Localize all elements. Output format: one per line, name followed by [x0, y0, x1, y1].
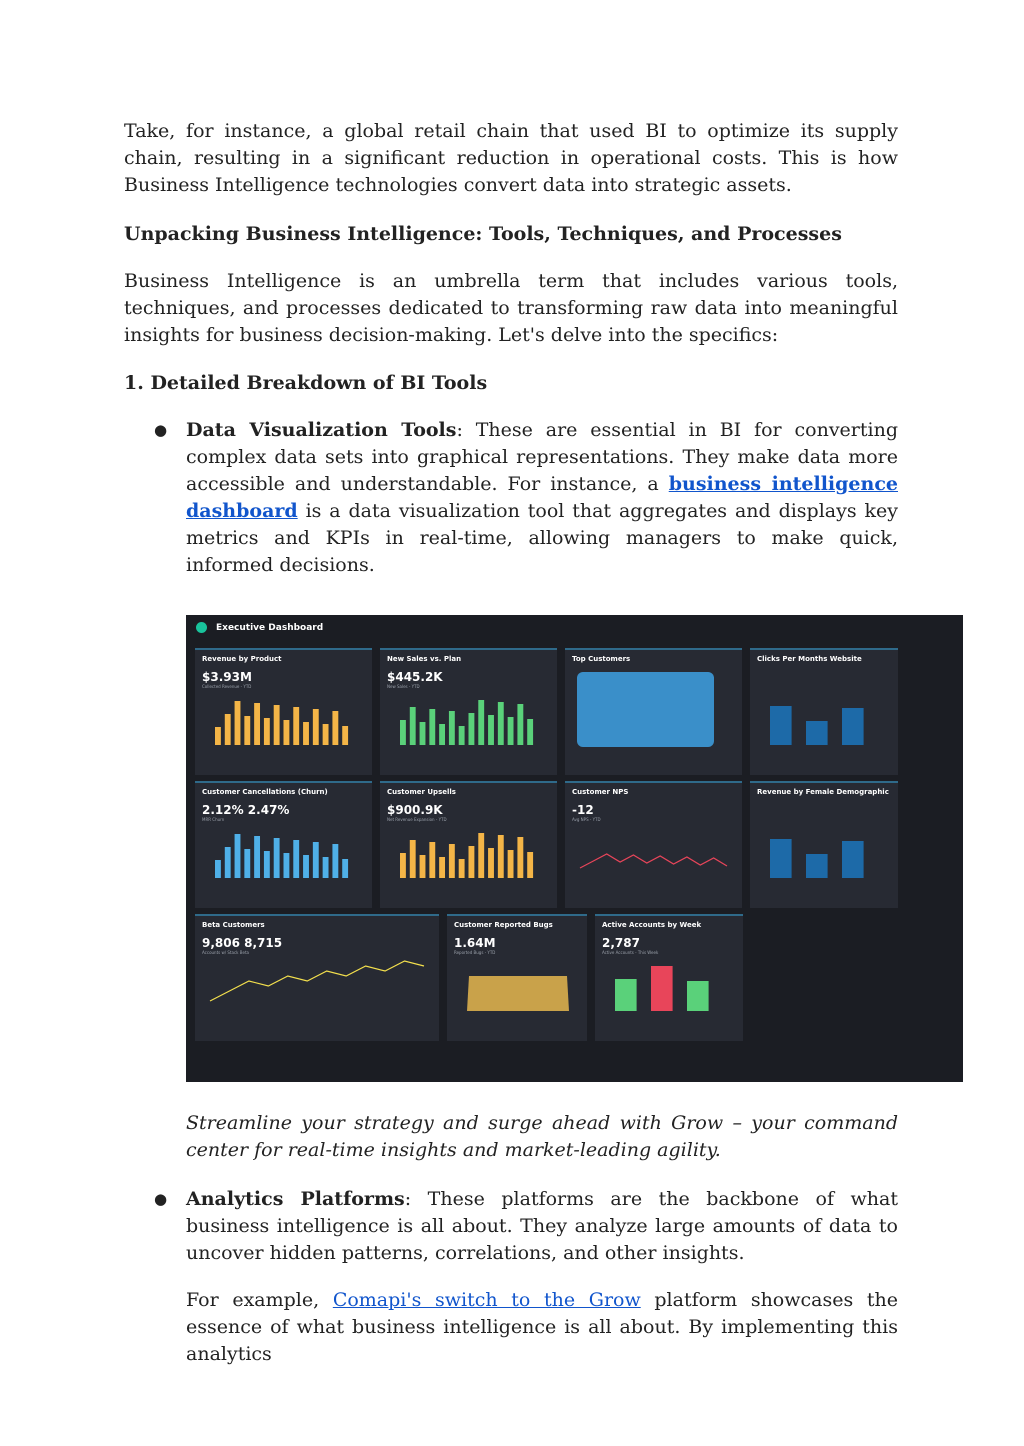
- bar-mark: [439, 857, 445, 878]
- dashboard-tile: [195, 648, 372, 775]
- tile-chart-graphic: [565, 783, 742, 908]
- tile-value: -12: [572, 803, 594, 817]
- bar-mark: [410, 707, 416, 745]
- bar-mark: [498, 835, 504, 878]
- tile-chart-graphic: [380, 783, 557, 908]
- tile-title: Customer Cancellations (Churn): [202, 788, 328, 796]
- bar-mark: [469, 713, 475, 745]
- bar-mark: [410, 840, 416, 878]
- bar-mark: [264, 718, 270, 745]
- bar-mark: [459, 726, 465, 745]
- tile-value: 2,787: [602, 936, 640, 950]
- bullet-term: Analytics Platforms: [186, 1188, 405, 1210]
- bar-mark: [517, 704, 523, 745]
- section-paragraph: Business Intelligence is an umbrella term that includes various tools, techniques, and processes dedicated to transforming raw data into meaningful insights for business decision-making. Let's delve into the specifics:: [124, 270, 898, 346]
- tile-title: Customer Reported Bugs: [454, 921, 553, 929]
- bar-mark: [303, 722, 309, 745]
- dashboard-title: Executive Dashboard: [216, 623, 324, 633]
- dashboard-tile: [447, 914, 587, 1041]
- tile-subtitle: Reported Bugs - YTD: [454, 950, 496, 955]
- tile-chart-graphic: [750, 650, 898, 775]
- bullet-item-analytics-platforms: [124, 1186, 898, 1267]
- bar-mark: [274, 838, 280, 878]
- bar-mark: [244, 849, 250, 878]
- bar-mark: [488, 715, 494, 745]
- bullet-icon: ●: [154, 421, 168, 439]
- bar-mark: [215, 727, 221, 745]
- tile-chart-graphic: [447, 916, 587, 1041]
- bar-mark: [225, 714, 231, 745]
- bar-mark: [235, 701, 241, 745]
- bar-mark: [687, 981, 709, 1011]
- dashboard-tile: [195, 914, 439, 1041]
- bar-mark: [420, 722, 426, 745]
- dashboard-tile: [565, 781, 742, 908]
- bar-mark: [420, 855, 426, 878]
- bar-mark: [342, 859, 348, 878]
- tile-chart-graphic: [750, 783, 898, 908]
- tile-title: Clicks Per Months Website: [757, 655, 862, 663]
- bullet-term: Data Visualization Tools: [186, 419, 457, 441]
- bar-mark: [342, 726, 348, 745]
- line-series: [210, 961, 424, 1001]
- bar-mark: [244, 716, 250, 745]
- bullet-text: : These are essential in BI for converting complex data sets into graphical representations. They make data more accessible and understandable. For instance, a: [186, 419, 898, 495]
- bar-mark: [400, 720, 406, 745]
- bar-mark: [770, 839, 792, 878]
- tile-subtitle: MRR Churn: [202, 817, 225, 822]
- bar-mark: [806, 721, 828, 745]
- bar-mark: [508, 717, 514, 745]
- tile-value: $3.93M: [202, 670, 252, 684]
- tile-subtitle: Accounts w/ Stack Beta: [202, 950, 249, 955]
- tile-value: 1.64M: [454, 936, 496, 950]
- section-heading: Unpacking Business Intelligence: Tools, Techniques, and Processes: [124, 223, 842, 245]
- bar-mark: [508, 850, 514, 878]
- bullet-text: : These platforms are the backbone of what business intelligence is all about. They analyze large amounts of data to uncover hidden patterns, correlations, and other insights.: [186, 1188, 899, 1264]
- example-text-end: platform showcases the essence of what business intelligence is all about. By implementing this analytics: [186, 1289, 898, 1365]
- bar-mark: [651, 966, 673, 1011]
- dashboard-image: [186, 615, 963, 1082]
- bar-mark: [225, 847, 231, 878]
- bullet-list-2: [124, 1186, 898, 1267]
- bar-mark: [449, 711, 455, 745]
- tile-subtitle: Collected Revenue - YTD: [202, 684, 252, 689]
- tile-title: Revenue by Product: [202, 655, 282, 663]
- bar-mark: [332, 844, 338, 878]
- image-caption: Streamline your strategy and surge ahead with Grow – your command center for real-time insights and market-leading agility.: [186, 1112, 898, 1161]
- map-shape: [577, 672, 714, 747]
- bar-mark: [254, 703, 260, 745]
- bar-mark: [235, 834, 241, 878]
- bullet-item-data-visualization: [124, 417, 898, 579]
- bar-mark: [459, 859, 465, 878]
- bar-mark: [842, 841, 864, 878]
- tile-value: $445.2K: [387, 670, 443, 684]
- tile-value: $900.9K: [387, 803, 443, 817]
- bar-mark: [254, 836, 260, 878]
- dashboard-tile: [750, 648, 898, 775]
- tile-subtitle: Active Accounts - This Week: [602, 950, 659, 955]
- dashboard-tile: [195, 781, 372, 908]
- tile-title: Customer NPS: [572, 788, 629, 796]
- bar-mark: [478, 833, 484, 878]
- bar-mark: [284, 853, 290, 878]
- bar-mark: [527, 852, 533, 878]
- bar-mark: [400, 853, 406, 878]
- bar-mark: [488, 848, 494, 878]
- bar-mark: [293, 707, 299, 745]
- bar-mark: [293, 840, 299, 878]
- bullet-paragraph: [186, 417, 898, 579]
- dashboard-tile: [380, 781, 557, 908]
- bar-mark: [478, 700, 484, 745]
- bar-mark: [527, 719, 533, 745]
- bar-mark: [449, 844, 455, 878]
- tile-value: 2.12% 2.47%: [202, 803, 290, 817]
- dashboard-tile: [380, 648, 557, 775]
- bullet-paragraph: [186, 1186, 898, 1267]
- comapi-link[interactable]: Comapi's switch to the Grow: [332, 1289, 641, 1311]
- dashboard-tile: [565, 648, 742, 775]
- bar-mark: [284, 720, 290, 745]
- tile-title: Customer Upsells: [387, 788, 456, 796]
- bar-mark: [469, 846, 475, 878]
- bullet-list: [124, 417, 898, 579]
- bar-mark: [323, 724, 329, 745]
- bar-mark: [498, 702, 504, 745]
- tile-subtitle: New Sales - YTD: [387, 684, 420, 689]
- bar-mark: [429, 709, 435, 745]
- bar-mark: [303, 855, 309, 878]
- bar-mark: [274, 705, 280, 745]
- tile-title: Revenue by Female Demographic: [757, 788, 889, 796]
- bar-mark: [770, 706, 792, 745]
- tile-chart-graphic: [595, 916, 743, 1041]
- tile-value: 9,806 8,715: [202, 936, 283, 950]
- line-series: [580, 854, 727, 868]
- bar-mark: [429, 842, 435, 878]
- dashboard-tile: [595, 914, 743, 1041]
- tile-chart-graphic: [195, 650, 372, 775]
- tile-subtitle: Net Revenue Expansion - YTD: [387, 817, 447, 822]
- example-text: For example,: [186, 1289, 333, 1311]
- bullet-icon: ●: [154, 1190, 168, 1208]
- bar-mark: [517, 837, 523, 878]
- bi-dashboard-link[interactable]: business intelligence dashboard: [186, 473, 898, 522]
- tile-chart-graphic: [565, 650, 742, 775]
- bar-mark: [439, 724, 445, 745]
- bar-mark: [332, 711, 338, 745]
- bar-mark: [806, 854, 828, 878]
- intro-paragraph: Take, for instance, a global retail chain that used BI to optimize its supply chain, resulting in a significant reduction in operational costs. This is how Business Intelligence technologies convert data into strategic assets.: [124, 120, 898, 196]
- bar-mark: [842, 708, 864, 745]
- tile-title: Top Customers: [572, 655, 631, 663]
- tile-chart-graphic: [195, 783, 372, 908]
- bar-mark: [264, 851, 270, 878]
- tile-chart-graphic: [380, 650, 557, 775]
- bar-mark: [615, 979, 637, 1011]
- area-series: [467, 976, 569, 1011]
- tile-title: New Sales vs. Plan: [387, 655, 462, 663]
- subsection-heading: 1. Detailed Breakdown of BI Tools: [124, 372, 488, 394]
- bullet-text-end: is a data visualization tool that aggregates and displays key metrics and KPIs in real-time, allowing managers to make quick, informed decisions.: [186, 500, 898, 576]
- bar-mark: [313, 842, 319, 878]
- grow-logo-icon: [196, 622, 207, 633]
- tile-title: Active Accounts by Week: [602, 921, 702, 929]
- document-page: [124, 118, 898, 1368]
- bar-mark: [323, 857, 329, 878]
- example-paragraph: [186, 1287, 898, 1368]
- bar-mark: [313, 709, 319, 745]
- bar-mark: [215, 860, 221, 878]
- tile-chart-graphic: [195, 916, 439, 1041]
- tile-title: Beta Customers: [202, 921, 265, 929]
- tile-subtitle: Avg NPS - YTD: [572, 817, 601, 822]
- dashboard-tile: [750, 781, 898, 908]
